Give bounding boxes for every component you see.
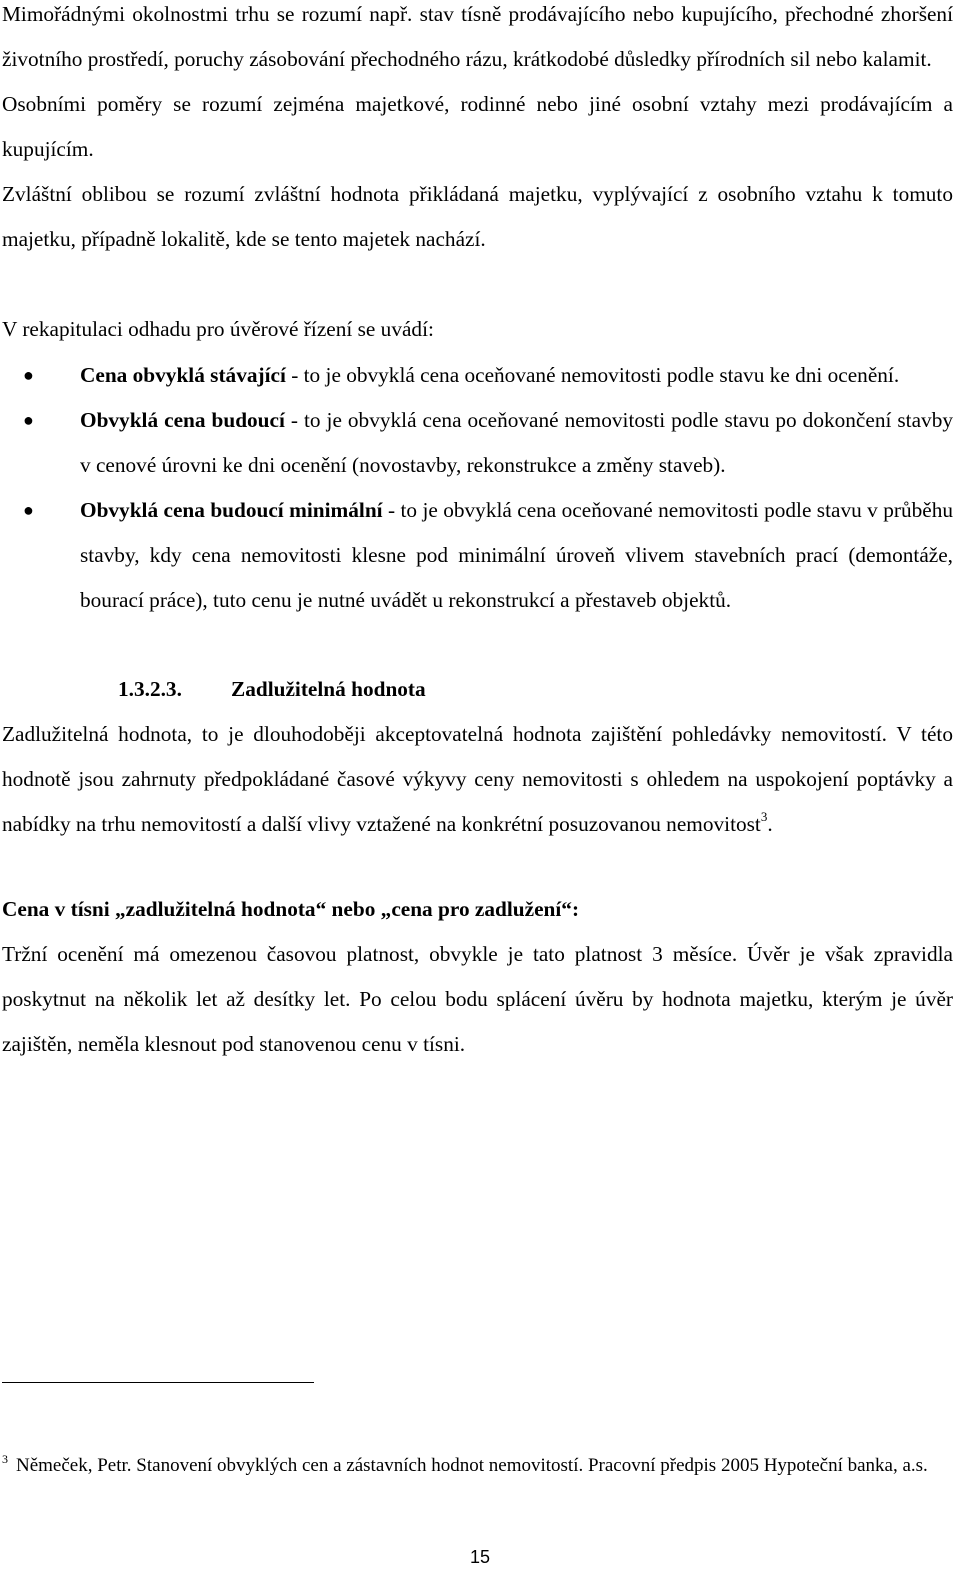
list-item bbox=[2, 488, 953, 623]
footnote bbox=[2, 1451, 953, 1482]
footnote-reference[interactable]: 3 bbox=[760, 808, 768, 824]
recap-list bbox=[2, 353, 953, 623]
bullet-icon: ● bbox=[23, 365, 34, 385]
paragraph-personal-relations: Osobními poměry se rozumí zejména majetkové, rodinné nebo jiné osobní vztahy mezi prodávajícím a kupujícím. bbox=[2, 92, 953, 161]
list-item-term: Obvyklá cena budoucí bbox=[80, 408, 285, 432]
section-body-text: Zadlužitelná hodnota, to je dlouhodoběji akceptovatelná hodnota zajištění pohledávky nemovitostí. V této hodnotě jsou zahrnuty předpokládané časové výkyvy ceny nemovitosti s ohledem na uspokojení poptávky a nabídky na trhu nemovitostí a další vlivy vztažené na konkrétní posuzovanou nemovitost bbox=[2, 722, 953, 836]
list-item bbox=[2, 398, 953, 488]
list-item-text: - to je obvyklá cena oceňované nemovitosti podle stavu po dokončení stavby v cenové úrovni ke dni ocenění (novostavby, rekonstrukce a změny staveb). bbox=[80, 408, 953, 477]
list-item-text: - to je obvyklá cena oceňované nemovitosti podle stavu ke dni ocenění. bbox=[285, 363, 900, 387]
bullet-icon: ● bbox=[23, 500, 34, 520]
bullet-icon: ● bbox=[23, 410, 34, 430]
document-page bbox=[2, 0, 953, 1067]
footnote-separator bbox=[2, 1382, 314, 1383]
section-heading bbox=[2, 667, 953, 712]
section-title: Zadlužitelná hodnota bbox=[231, 677, 426, 701]
list-item-term: Obvyklá cena budoucí minimální bbox=[80, 498, 383, 522]
list-item-term: Cena obvyklá stávající bbox=[80, 363, 286, 387]
section-body-end: . bbox=[767, 812, 773, 836]
recap-intro: V rekapitulaci odhadu pro úvěrové řízení se uvádí: bbox=[2, 317, 434, 341]
page-number: 15 bbox=[469, 1547, 491, 1567]
section-number: 1.3.2.3. bbox=[118, 677, 182, 701]
footnote-mark: 3 bbox=[2, 1452, 8, 1466]
distress-body: Tržní ocenění má omezenou časovou platnost, obvykle je tato platnost 3 měsíce. Úvěr je však zpravidla poskytnut na několik let až desítky let. Po celou bodu splácení úvěru by hodnota majetku, kterým je úvěr zajištěn, neměla klesnout pod stanovenou cenu v tísni. bbox=[2, 942, 953, 1056]
list-item bbox=[2, 353, 953, 398]
footnote-text: Němeček, Petr. Stanovení obvyklých cen a zástavních hodnot nemovitostí. Pracovní předpis 2005 Hypoteční banka, a.s. bbox=[16, 1455, 928, 1476]
distress-heading bbox=[2, 887, 953, 932]
paragraph-special-preference: Zvláštní oblibou se rozumí zvláštní hodnota přikládaná majetku, vyplývající z osobního vztahu k tomuto majetku, případně lokalitě, kde se tento majetek nachází. bbox=[2, 182, 953, 251]
list-item-text: - to je obvyklá cena oceňované nemovitosti podle stavu v průběhu stavby, kdy cena nemovitosti klesne pod minimální úroveň vlivem stavebních prací (demontáže, bourací práce), tuto cenu je nutné uvádět u rekonstrukcí a přestaveb objektů. bbox=[80, 498, 953, 612]
distress-heading-text: Cena v tísni „zadlužitelná hodnota“ nebo „cena pro zadlužení“: bbox=[2, 897, 580, 921]
section-body bbox=[2, 712, 953, 847]
paragraph-extraordinary-circumstances: Mimořádnými okolnostmi trhu se rozumí např. stav tísně prodávajícího nebo kupujícího, přechodné zhoršení životního prostředí, poruchy zásobování přechodného rázu, krátkodobé důsledky přírodních sil nebo kalamit. bbox=[2, 2, 953, 71]
